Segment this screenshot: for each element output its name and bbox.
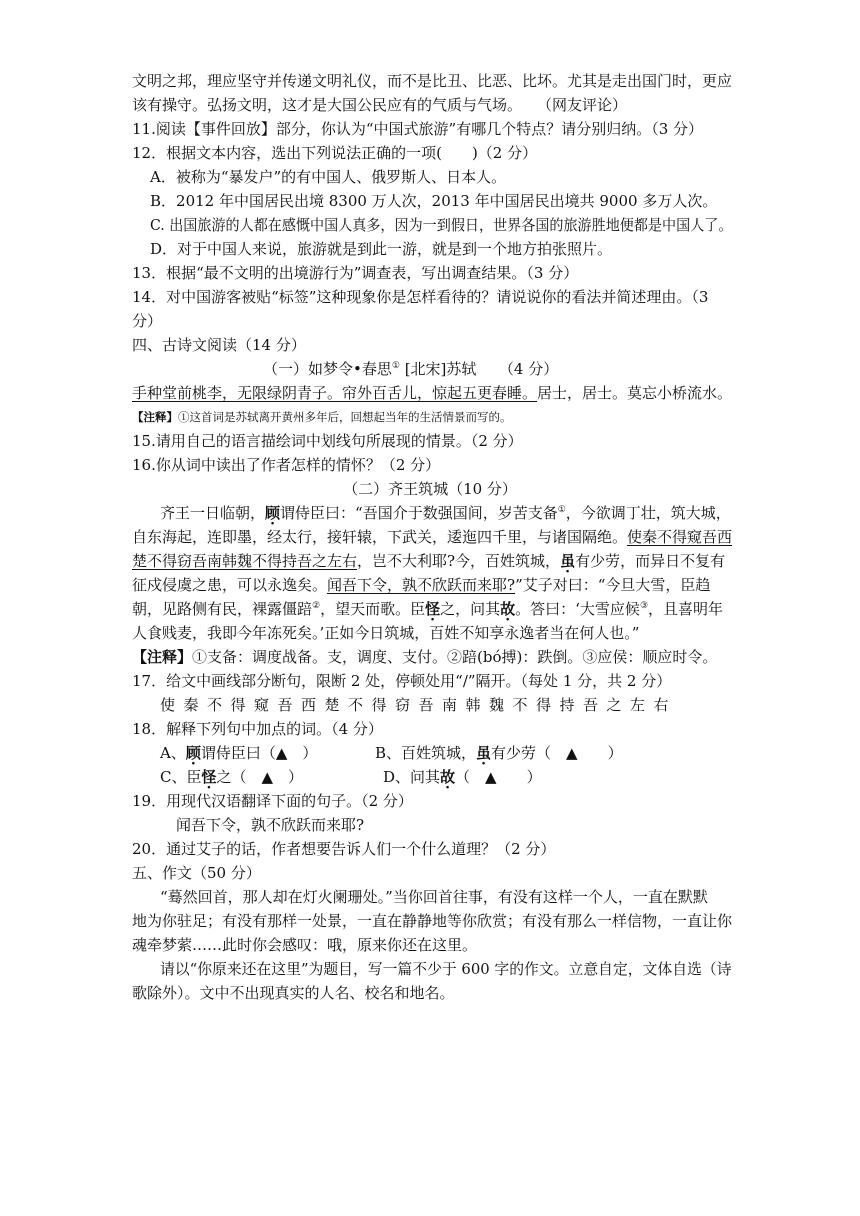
footnote-2: ② — [312, 601, 321, 611]
option-blank: （ ▲ ） — [455, 768, 542, 786]
poem-title — [263, 360, 558, 378]
dotted-word-gu2: 故 — [500, 600, 516, 618]
q12-option-b: B．2012 年中国居民出境 8300 万人次，2013 年中国居民出境共 9000 多万人次。 — [150, 192, 718, 210]
question-17: 17．给文中画线部分断句，限断 2 处，停顿处用“/”隔开。（每处 1 分，共 2 分） — [132, 672, 672, 690]
section-5-heading: 五、作文（50 分） — [132, 864, 261, 882]
q18-option-d — [383, 768, 542, 786]
essay-prompt-line-4: 请以“你原来还在这里”为题目，写一篇不少于 600 字的作文。立意自定，文体自选（诗 — [160, 960, 732, 978]
question-13: 13．根据“最不文明的出境游行为”调查表，写出调查结果。（3 分） — [132, 264, 579, 282]
poem-title-footnote: ① — [391, 361, 400, 371]
passage-note — [132, 648, 717, 666]
q12-option-a: A．被称为“暴发户”的有中国人、俄罗斯人、日本人。 — [150, 168, 507, 186]
passage-text: 征戍侵虞之患，可以永逸矣。 — [132, 576, 328, 594]
passage-note-text: ①支备：调度战备。支，调度、支付。②踣(bó搏)：跌倒。③应侯：顺应时令。 — [192, 648, 718, 666]
passage-underlined-3: 闻吾下令，孰不欣跃而来耶? — [327, 576, 516, 594]
dotted-word-sui-b: 虽 — [476, 744, 492, 762]
passage-text: ，今欲调丁壮，筑大城， — [565, 504, 731, 522]
dotted-word-gu-a: 顾 — [185, 744, 201, 762]
dotted-word-gu: 顾 — [265, 504, 281, 522]
option-blank: 之（ ▲ ） — [216, 768, 304, 786]
option-blank: 谓侍臣曰（▲ ） — [200, 744, 318, 762]
passage-underlined-1: 使秦不得窥吾西 — [627, 528, 733, 546]
poem-note-text: ①这首词是苏轼离开黄州多年后，回想起当年的生活情景而写的。 — [178, 410, 512, 424]
question-15: 15.请用自己的语言描绘词中划线句所展现的情景。（2 分） — [132, 432, 523, 450]
option-label: A、 — [160, 744, 186, 762]
option-label: B、百姓筑城， — [375, 744, 477, 762]
essay-prompt-line-2: 地为你驻足；有没有那样一处景，一直在静静地等你欣赏；有没有那么一样信物，一直让你 — [132, 912, 733, 930]
question-20: 20．通过艾子的话，作者想要告诉人们一个什么道理？（2 分） — [132, 840, 556, 858]
poem-title-text: （一）如梦令•春思 — [263, 360, 392, 378]
poem-note — [132, 408, 512, 426]
passage-text: ，望天而歌。臣 — [320, 600, 426, 618]
passage-line-6: 人食贱麦，我即今年冻死矣。’正如今日筑城，百姓不知享永逸者当在何人也。” — [132, 624, 640, 642]
passage-line-2 — [132, 528, 732, 546]
passage-line-3 — [132, 552, 725, 570]
part-2-title: （二）齐王筑城（10 分） — [343, 480, 517, 498]
passage-text: 之，问其 — [440, 600, 501, 618]
passage-line-1 — [160, 504, 731, 522]
question-14-line-1: 14．对中国游客被贴“标签”这种现象你是怎样看待的？请说说你的看法并简述理由。（3 — [132, 288, 709, 306]
passage-text: 。答曰：‘大雪应候 — [515, 600, 640, 618]
comment-line-2: 该有操守。弘扬文明，这才是大国公民应有的气质与气场。 （网友评论） — [132, 96, 628, 114]
dotted-word-sui: 虽 — [560, 552, 576, 570]
question-18: 18．解释下列句中加点的词。（4 分） — [132, 720, 383, 738]
comment-line-1: 文明之邦，理应坚守并传递文明礼仪，而不是比丑、比恶、比坏。尤其是走出国门时，更应 — [132, 72, 733, 90]
footnote-3: ③ — [639, 601, 649, 611]
question-12: 12．根据文本内容，选出下列说法正确的一项( )（2 分） — [132, 144, 538, 162]
q12-option-c: C. 出国旅游的人都在感慨中国人真多，因为一到假日，世界各国的旅游胜地便都是中国人了。 — [150, 216, 733, 234]
passage-line-4 — [132, 576, 710, 594]
question-14-line-2: 分） — [132, 312, 163, 330]
poem-note-label: 【注释】 — [132, 410, 178, 424]
footnote-1: ① — [557, 505, 566, 515]
poem-title-author: [北宋]苏轼 （4 分） — [399, 360, 559, 378]
q18-option-a — [160, 744, 317, 762]
poem-text — [132, 384, 732, 402]
passage-text: 自东海起，连即墨，经太行，接轩辕，下武关，逶迤四千里，与诸国隔绝。 — [132, 528, 628, 546]
section-4-heading: 四、古诗文阅读（14 分） — [132, 336, 306, 354]
q18-option-c — [160, 768, 303, 786]
essay-prompt-line-1: “蓦然回首，那人却在灯火阑珊处。”当你回首往事，有没有这样一个人，一直在默默 — [160, 888, 708, 906]
poem-rest: 居士，居士。莫忘小桥流水。 — [537, 384, 733, 402]
passage-note-label: 【注释】 — [132, 648, 193, 666]
question-16: 16.你从词中读出了作者怎样的情怀？（2 分） — [132, 456, 441, 474]
passage-text: 齐王一日临朝， — [160, 504, 266, 522]
dotted-word-guai: 怪 — [425, 600, 441, 618]
essay-prompt-line-3: 魂牵梦萦……此时你会感叹：哦，原来你还在这里。 — [132, 936, 478, 954]
passage-text: ，且喜明年 — [648, 600, 724, 618]
dotted-word-guai-c: 怪 — [201, 768, 217, 786]
passage-text: 朝，见路侧有民，裸露僵踣 — [132, 600, 313, 618]
dotted-word-gu-d: 故 — [440, 768, 456, 786]
passage-text: ，岂不大利耶?今，百姓筑城， — [357, 552, 561, 570]
passage-text: 有少劳，而异日不复有 — [575, 552, 726, 570]
question-17-text: 使秦不得窥吾西楚不得窃吾南韩魏不得持吾之左右 — [160, 696, 678, 714]
question-11: 11.阅读【事件回放】部分，你认为“中国式旅游”有哪几个特点？请分别归纳。（3 分） — [132, 120, 704, 138]
poem-underlined-lines: 手种堂前桃李，无限绿阴青子。帘外百舌儿，惊起五更春睡。 — [132, 384, 538, 402]
q12-option-d: D．对于中国人来说，旅游就是到此一游，就是到一个地方拍张照片。 — [150, 240, 613, 258]
passage-underlined-2: 楚不得窃吾南韩魏不得持吾之左右 — [132, 552, 358, 570]
essay-prompt-line-5: 歌除外）。文中不出现真实的人名、校名和地名。 — [132, 984, 455, 1002]
q18-option-b — [375, 744, 623, 762]
option-label: D、问其 — [383, 768, 441, 786]
passage-text: ”艾子对曰：“今旦大雪，臣趋 — [515, 576, 711, 594]
question-19-text: 闻吾下令，孰不欣跃而来耶? — [176, 816, 365, 834]
option-label: C、臣 — [160, 768, 202, 786]
question-19: 19．用现代汉语翻译下面的句子。（2 分） — [132, 792, 413, 810]
option-blank: 有少劳（ ▲ ） — [491, 744, 623, 762]
passage-line-5 — [132, 600, 723, 618]
passage-text: 谓侍臣曰：“吾国介于数强国间，岁苦支备 — [280, 504, 558, 522]
